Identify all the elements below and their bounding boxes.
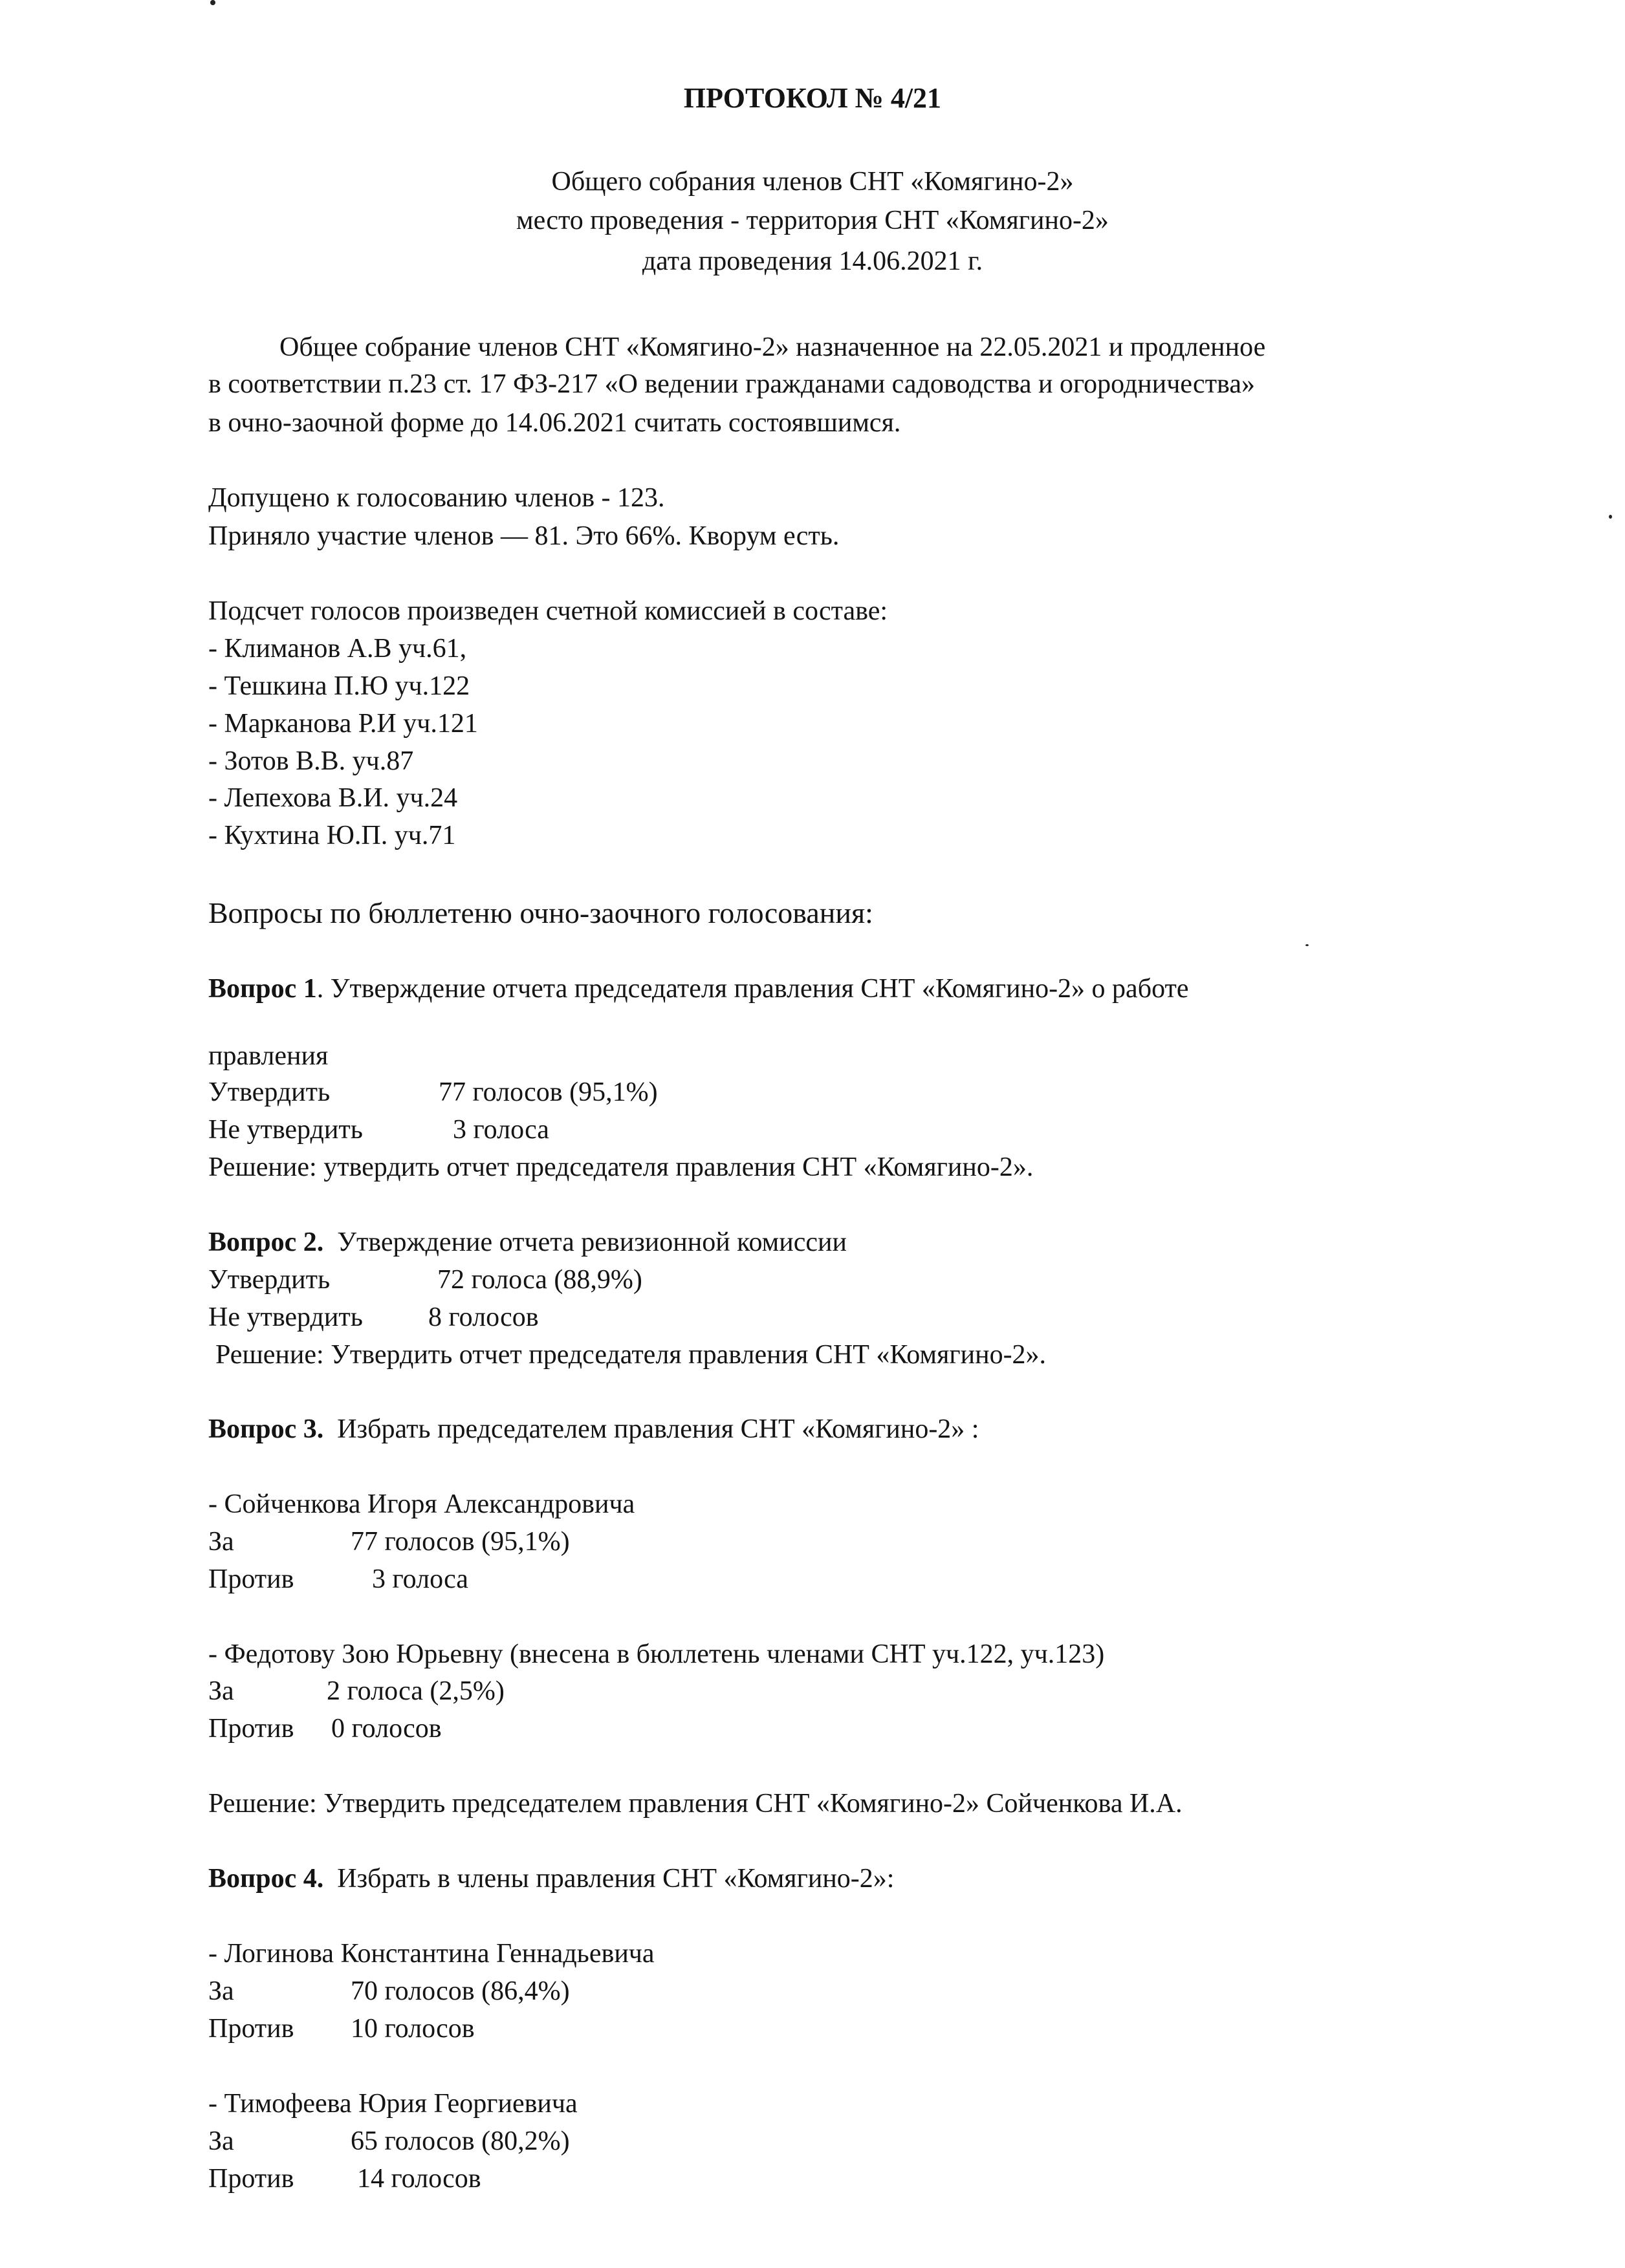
intro-line: в соответствии п.23 ст. 17 ФЗ-217 «О ведении гражданами садоводства и огородничества» (208, 369, 1255, 399)
commission-member: - Зотов В.В. уч.87 (208, 746, 414, 776)
q4-candidate-1: - Логинова Константина Геннадьевича (208, 1939, 655, 1969)
commission-member: - Лепехова В.И. уч.24 (208, 783, 458, 813)
scan-speck (210, 0, 215, 5)
q3-c1-against-value: 3 голоса (372, 1564, 468, 1594)
question-2-label: Вопрос 2. (208, 1227, 324, 1257)
participation-quorum: Приняло участие членов — 81. Это 66%. Кворум есть. (208, 521, 840, 551)
q3-c1-for-label: За (208, 1527, 234, 1557)
q3-candidate-2: - Федотову Зою Юрьевну (внесена в бюллетень членами СНТ уч.122, уч.123) (208, 1639, 1105, 1669)
q1-approve-label: Утвердить (208, 1077, 331, 1107)
question-3-text: Избрать председателем правления СНТ «Комягино-2» : (337, 1414, 979, 1444)
q4-candidate-2: - Тимофеева Юрия Георгиевича (208, 2089, 578, 2119)
q4-c1-against-label: Против (208, 2014, 294, 2044)
meeting-date: дата проведения 14.06.2021 г. (642, 246, 983, 276)
q1-reject-label: Не утвердить (208, 1115, 363, 1145)
commission-heading: Подсчет голосов произведен счетной комиссией в составе: (208, 596, 888, 626)
question-4-line (208, 1860, 894, 1897)
question-1-text-cont: правления (208, 1041, 329, 1071)
protocol-title: ПРОТОКОЛ № 4/21 (683, 82, 942, 114)
q4-c2-against-label: Против (208, 2164, 294, 2194)
admitted-count: Допущено к голосованию членов - 123. (208, 483, 665, 513)
q1-reject-value: 3 голоса (453, 1115, 549, 1145)
q4-c1-for-value: 70 голосов (86,4%) (351, 1976, 570, 2006)
question-3-line (208, 1410, 979, 1448)
question-4-label: Вопрос 4. (208, 1864, 324, 1894)
q1-approve-value: 77 голосов (95,1%) (439, 1077, 658, 1107)
q2-approve-value: 72 голоса (88,9%) (437, 1265, 642, 1295)
commission-member: - Кухтина Ю.П. уч.71 (208, 821, 456, 850)
ballot-heading: Вопросы по бюллетеню очно-заочного голосования: (208, 896, 873, 929)
q2-approve-label: Утвердить (208, 1265, 331, 1295)
q3-c2-for-value: 2 голоса (2,5%) (327, 1676, 505, 1706)
q3-decision: Решение: Утвердить председателем правления СНТ «Комягино-2» Сойченкова И.А. (208, 1789, 1183, 1819)
commission-member: - Климанов А.В уч.61, (208, 634, 467, 664)
intro-line: в очно-заочной форме до 14.06.2021 считать состоявшимся. (208, 408, 901, 438)
q2-reject-label: Не утвердить (208, 1302, 363, 1332)
question-4-text: Избрать в члены правления СНТ «Комягино-2»: (337, 1864, 895, 1894)
scan-speck (1305, 944, 1309, 946)
q1-decision: Решение: утвердить отчет председателя правления СНТ «Комягино-2». (208, 1152, 1034, 1182)
intro-line: Общее собрание членов СНТ «Комягино-2» назначенное на 22.05.2021 и продленное (279, 332, 1266, 362)
commission-member: - Тешкина П.Ю уч.122 (208, 671, 470, 701)
q3-candidate-1: - Сойченкова Игоря Александровича (208, 1489, 635, 1519)
question-1-text: . Утверждение отчета председателя правления СНТ «Комягино-2» о работе (316, 974, 1189, 1004)
scan-speck (1609, 515, 1612, 519)
question-2-text: Утверждение отчета ревизионной комиссии (337, 1227, 847, 1257)
q3-c2-against-value: 0 голосов (331, 1714, 442, 1744)
q2-decision: Решение: Утвердить отчет председателя правления СНТ «Комягино-2». (215, 1340, 1047, 1370)
q4-c1-for-label: За (208, 1976, 234, 2006)
question-1-line (208, 970, 1189, 1008)
question-2-line (208, 1224, 847, 1261)
commission-member: - Марканова Р.И уч.121 (208, 709, 478, 739)
q3-c1-for-value: 77 голосов (95,1%) (351, 1527, 570, 1557)
q3-c2-for-label: За (208, 1676, 234, 1706)
q2-reject-value: 8 голосов (428, 1302, 539, 1332)
meeting-title: Общего собрания членов СНТ «Комягино-2» (551, 167, 1074, 197)
question-1-label: Вопрос 1 (208, 974, 317, 1004)
q3-c2-against-label: Против (208, 1714, 294, 1744)
q4-c2-against-value: 14 голосов (357, 2164, 481, 2194)
q4-c1-against-value: 10 голосов (351, 2014, 475, 2044)
meeting-location: место проведения - территория СНТ «Комягино-2» (516, 206, 1109, 235)
q4-c2-for-value: 65 голосов (80,2%) (351, 2126, 570, 2156)
q3-c1-against-label: Против (208, 1564, 294, 1594)
question-3-label: Вопрос 3. (208, 1414, 324, 1444)
q4-c2-for-label: За (208, 2126, 234, 2156)
